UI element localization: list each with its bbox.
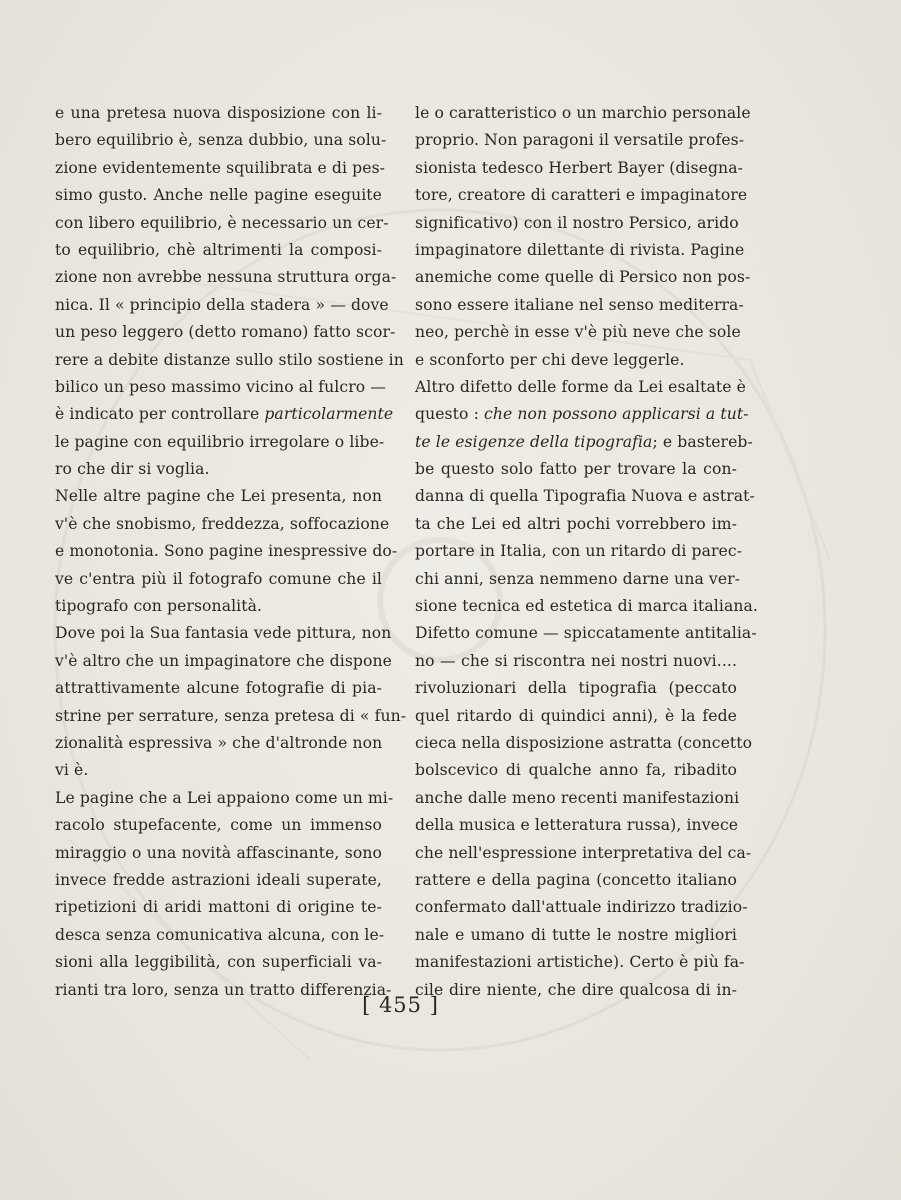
text-line: anche dalle meno recenti manifestazioni [415,788,740,807]
text-line: sionista tedesco Herbert Bayer (disegna- [415,158,743,177]
text-line: racolo stupefacente, come un immenso [55,816,382,835]
text-line: portare in Italia, con un ritardo di parec- [415,542,743,561]
text-line: sioni alla leggibilità, con superficiali va- [55,953,382,972]
text-line: rivoluzionari della tipografia (peccato [415,679,737,698]
text-line: v'è altro che un impaginatore che dispone [55,651,392,670]
text-line: cile dire niente, che dire qualcosa di in- [415,980,737,999]
text-line: neo, perchè in esse v'è più neve che sole [415,323,741,342]
text-line: Dove poi la Sua fantasia vede pittura, non [55,624,392,643]
text-line: è indicato per controllare particolarmente [55,405,394,424]
text-line: confermato dall'attuale indirizzo tradizio- [415,898,748,917]
text-line: ripetizioni di aridi mattoni di origine te- [55,898,382,917]
text-line: attrattivamente alcune fotografie di pia- [55,679,382,698]
text-line: rattere e della pagina (concetto italiano [415,870,737,889]
text-line: zionalità espressiva » che d'altronde non [55,733,383,752]
text-line: sione tecnica ed estetica di marca italiana. [415,597,758,616]
text-line: impaginatore dilettante di rivista. Pagine [415,240,745,259]
text-line: nale e umano di tutte le nostre migliori [415,925,737,944]
text-line: desca senza comunicativa alcuna, con le- [55,925,385,944]
text-line: bero equilibrio è, senza dubbio, una solu- [55,131,387,150]
text-line: miraggio o una novità affascinante, sono [55,843,382,862]
text-line: invece fredde astrazioni ideali superate, [55,870,382,889]
text-line: della musica e letteratura russa), invece [415,816,739,835]
text-line: con libero equilibrio, è necessario un cer- [55,213,389,232]
text-line: Le pagine che a Lei appaiono come un mi- [55,788,394,807]
text-line: rere a debite distanze sullo stilo sostiene in [55,350,404,369]
text-line: le pagine con equilibrio irregolare o libe- [55,432,385,451]
text-line: vi è. [55,761,89,780]
text-line: simo gusto. Anche nelle pagine eseguite [55,186,382,205]
right-column [415,100,758,1004]
text-line: manifestazioni artistiche). Certo è più fa- [415,953,745,972]
text-line: proprio. Non paragoni il versatile profes- [415,131,745,150]
text-line: ro che dir si voglia. [55,460,210,479]
text-line: bolscevico di qualche anno fa, ribadito [415,761,737,780]
text-line: cieca nella disposizione astratta (concetto [415,733,753,752]
left-column [55,100,407,1004]
text-line: to equilibrio, chè altrimenti la composi- [55,240,382,259]
text-line: be questo solo fatto per trovare la con- [415,460,737,479]
text-line: chi anni, senza nemmeno darne una ver- [415,569,741,588]
text-line: quel ritardo di quindici anni), è la fede [415,706,737,725]
text-line: tore, creatore di caratteri e impaginatore [415,186,748,205]
text-line: v'è che snobismo, freddezza, soffocazione [55,514,390,533]
text-line: nica. Il « principio della stadera » — dove [55,295,389,314]
text-line: danna di quella Tipografia Nuova e astrat- [415,487,755,506]
text-line: e monotonia. Sono pagine inespressive do- [55,542,398,561]
text-line: le o caratteristico o un marchio personale [415,104,751,122]
text-line: bilico un peso massimo vicino al fulcro — [55,377,387,396]
text-line: te le esigenze della tipografia; e bastereb- [415,432,753,451]
text-line: questo : che non possono applicarsi a tut- [415,405,749,424]
text-line: rianti tra loro, senza un tratto differenzia- [55,980,392,999]
page-number: [ 455 ] [362,993,439,1017]
text-line: ta che Lei ed altri pochi vorrebbero im- [415,514,737,533]
text-line: anemiche come quelle di Persico non pos- [415,268,751,287]
text-line: e una pretesa nuova disposizione con li- [55,104,382,122]
text-line: tipografo con personalità. [55,597,263,616]
text-line: Altro difetto delle forme da Lei esaltate è [415,377,746,396]
text-line: no — che si riscontra nei nostri nuovi.... [415,651,737,670]
text-line: e sconforto per chi deve leggerle. [415,350,685,369]
text-line: Nelle altre pagine che Lei presenta, non [55,487,382,506]
text-line: significativo) con il nostro Persico, arido [415,213,739,232]
text-line: sono essere italiane nel senso mediterra- [415,295,744,314]
text-line: strine per serrature, senza pretesa di « fun- [55,706,407,725]
text-line: zione non avrebbe nessuna struttura orga- [55,268,397,287]
text-line: che nell'espressione interpretativa del ca- [415,843,752,862]
text-line: zione evidentemente squilibrata e di pes- [55,158,386,177]
text-line: un peso leggero (detto romano) fatto scor- [55,323,396,342]
text-line: Difetto comune — spiccatamente antitalia- [415,624,757,643]
text-line: ve c'entra più il fotografo comune che il [55,569,382,588]
